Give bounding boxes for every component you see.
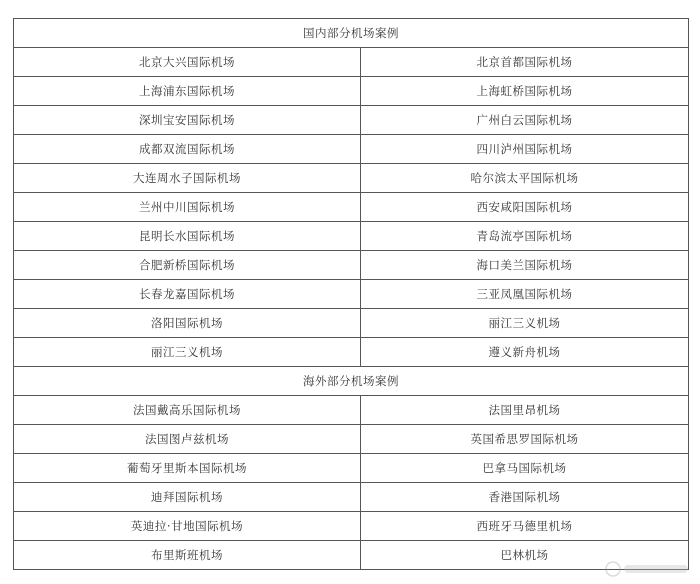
domestic-airport-left: 上海浦东国际机场 xyxy=(14,77,361,106)
domestic-airport-right: 遵义新舟机场 xyxy=(361,338,689,367)
overseas-airport-right: 巴林机场 xyxy=(361,541,689,570)
domestic-airport-left: 丽江三义机场 xyxy=(14,338,361,367)
table-row xyxy=(14,280,689,309)
table-row xyxy=(14,338,689,367)
overseas-airport-left: 英迪拉·甘地国际机场 xyxy=(14,512,361,541)
overseas-header-row xyxy=(14,367,689,396)
domestic-airport-right: 丽江三义机场 xyxy=(361,309,689,338)
watermark-logo xyxy=(604,560,692,578)
domestic-airport-right: 北京首都国际机场 xyxy=(361,48,689,77)
overseas-airport-right: 香港国际机场 xyxy=(361,483,689,512)
table-row xyxy=(14,77,689,106)
domestic-airport-left: 北京大兴国际机场 xyxy=(14,48,361,77)
airport-case-table xyxy=(13,18,689,570)
overseas-airport-right: 法国里昂机场 xyxy=(361,396,689,425)
watermark-logo-icon xyxy=(604,560,692,578)
overseas-airport-right: 巴拿马国际机场 xyxy=(361,454,689,483)
overseas-airport-left: 布里斯班机场 xyxy=(14,541,361,570)
table-row xyxy=(14,106,689,135)
domestic-airport-right: 上海虹桥国际机场 xyxy=(361,77,689,106)
table-row xyxy=(14,454,689,483)
overseas-airport-right: 英国希思罗国际机场 xyxy=(361,425,689,454)
table-body xyxy=(14,19,689,570)
table-row xyxy=(14,164,689,193)
domestic-airport-left: 大连周水子国际机场 xyxy=(14,164,361,193)
domestic-section-header: 国内部分机场案例 xyxy=(14,19,689,48)
table-row xyxy=(14,396,689,425)
domestic-airport-right: 广州白云国际机场 xyxy=(361,106,689,135)
domestic-airport-left: 成都双流国际机场 xyxy=(14,135,361,164)
overseas-airport-left: 法国戴高乐国际机场 xyxy=(14,396,361,425)
domestic-airport-right: 西安咸阳国际机场 xyxy=(361,193,689,222)
overseas-section-header: 海外部分机场案例 xyxy=(14,367,689,396)
overseas-airport-left: 迪拜国际机场 xyxy=(14,483,361,512)
domestic-airport-right: 青岛流亭国际机场 xyxy=(361,222,689,251)
domestic-airport-right: 四川泸州国际机场 xyxy=(361,135,689,164)
table-row xyxy=(14,309,689,338)
domestic-airport-left: 合肥新桥国际机场 xyxy=(14,251,361,280)
table-row xyxy=(14,48,689,77)
table-row xyxy=(14,512,689,541)
table-row xyxy=(14,222,689,251)
overseas-airport-left: 葡萄牙里斯本国际机场 xyxy=(14,454,361,483)
domestic-airport-left: 昆明长水国际机场 xyxy=(14,222,361,251)
domestic-airport-right: 哈尔滨太平国际机场 xyxy=(361,164,689,193)
table-row xyxy=(14,135,689,164)
domestic-airport-left: 兰州中川国际机场 xyxy=(14,193,361,222)
domestic-airport-left: 洛阳国际机场 xyxy=(14,309,361,338)
overseas-airport-left: 法国图卢兹机场 xyxy=(14,425,361,454)
table-row xyxy=(14,483,689,512)
domestic-airport-right: 海口美兰国际机场 xyxy=(361,251,689,280)
domestic-airport-left: 长春龙嘉国际机场 xyxy=(14,280,361,309)
table-row xyxy=(14,425,689,454)
overseas-airport-right: 西班牙马德里机场 xyxy=(361,512,689,541)
domestic-airport-left: 深圳宝安国际机场 xyxy=(14,106,361,135)
domestic-header-row xyxy=(14,19,689,48)
table-row xyxy=(14,193,689,222)
table-row xyxy=(14,251,689,280)
table-row xyxy=(14,541,689,570)
domestic-airport-right: 三亚凤凰国际机场 xyxy=(361,280,689,309)
